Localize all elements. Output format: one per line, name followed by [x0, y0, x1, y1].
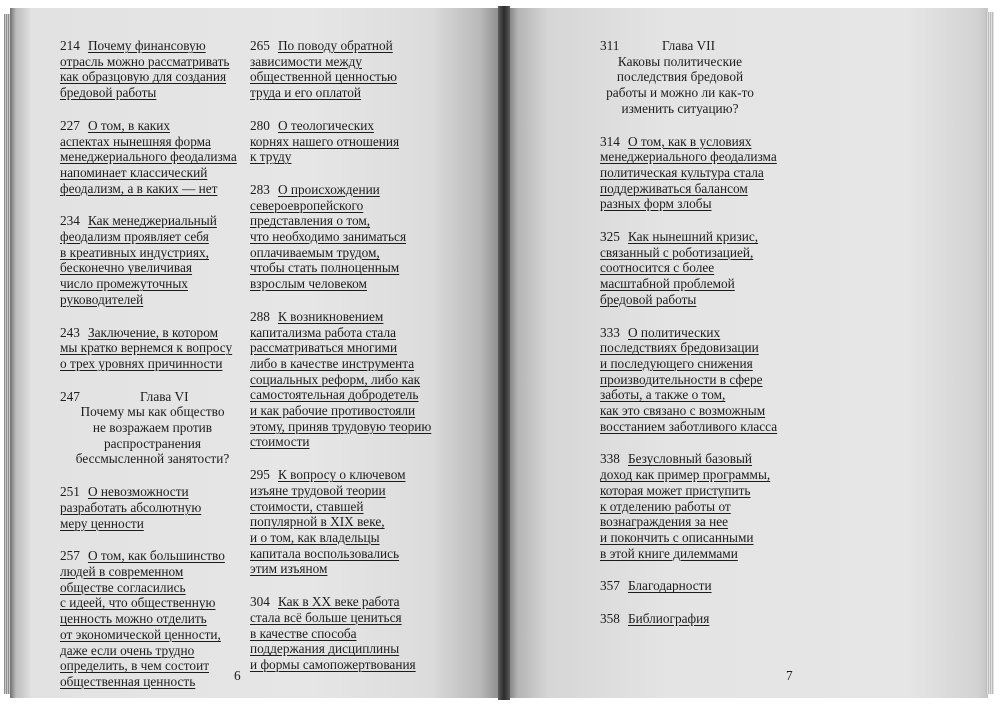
- toc-entry-text: О невозможности: [87, 484, 189, 500]
- chapter-subtitle-line: не возражаем против: [92, 420, 213, 436]
- toc-entry-text: отрасль можно рассматривать: [60, 53, 230, 69]
- toc-entry-text: как образцовую для создания: [60, 69, 227, 85]
- toc-entry-text: О том, как большинство: [87, 548, 225, 564]
- toc-entry-text: О том, в каких: [87, 117, 170, 133]
- toc-entry-text: о трех уровнях причинности: [60, 355, 223, 371]
- chapter-subtitle-line: последствия бредовой: [616, 69, 744, 85]
- toc-entry-page: 357: [600, 578, 620, 594]
- toc-entry-text: Библиография: [627, 611, 710, 627]
- toc-entry-text: и как рабочие противостояли: [250, 403, 416, 419]
- toc-entry-text: масштабной проблемой: [600, 276, 735, 292]
- toc-entry-text: в качестве способа: [250, 625, 357, 641]
- toc-entry-text: оплачиваемым трудом,: [250, 244, 380, 260]
- toc-entry: [60, 548, 245, 689]
- toc-entry-text: Как нынешний кризис,: [627, 229, 759, 245]
- toc-entry: [250, 38, 435, 101]
- toc-entry-text: меру ценности: [60, 515, 144, 531]
- toc-entries-group-1: [60, 38, 245, 372]
- toc-entry-text: аспектах нынешняя форма: [60, 133, 211, 149]
- toc-entry-text: Как в XX веке работа: [277, 594, 400, 610]
- toc-entry: [60, 213, 245, 307]
- toc-entry-text: мы кратко вернемся к вопросу: [60, 340, 233, 356]
- chapter-subtitle-line: работы и можно ли как-то: [606, 85, 754, 101]
- toc-entry-text: Благодарности: [627, 578, 712, 594]
- toc-entry-text: разработать абсолютную: [60, 499, 202, 515]
- chapter-subtitle-line: Каковы политические: [617, 53, 743, 69]
- toc-entry-text: изъяне трудовой теории: [250, 482, 386, 498]
- toc-entry-text: к отделению работы от: [600, 498, 731, 514]
- toc-entry-text: доход как пример программы,: [600, 467, 771, 483]
- toc-entry-page: 283: [250, 181, 270, 197]
- toc-entry-text: К возникновением: [277, 308, 384, 324]
- toc-entry-text: стоимости: [250, 434, 310, 450]
- toc-entry-text: менеджериального феодализма: [60, 149, 237, 165]
- toc-entry: [60, 484, 245, 531]
- toc-entry-text: По поводу обратной: [277, 38, 393, 53]
- toc-entry-text: самостоятельная добродетель: [250, 387, 419, 403]
- toc-entry-page: 227: [60, 117, 80, 133]
- toc-entry-text: социальных реформ, либо как: [250, 371, 421, 387]
- chapter-subtitle-line: бессмысленной занятости?: [75, 451, 230, 467]
- toc-entry-text: Как менеджериальный: [87, 213, 217, 229]
- toc-entry-text: в этой книге дилеммами: [600, 545, 738, 561]
- toc-entry-text: производительности в сфере: [600, 371, 763, 387]
- toc-entry-text: разных форм злобы: [600, 196, 712, 212]
- toc-entry-text: которая может приступить: [600, 482, 751, 498]
- toc-entry-text: менеджериального феодализма: [600, 149, 777, 165]
- toc-entry: [600, 451, 790, 561]
- toc-entry-text: с идеей, что общественную: [60, 595, 216, 611]
- toc-entry-text: О теологических: [277, 117, 374, 133]
- toc-entry-text: руководителей: [60, 291, 144, 307]
- toc-entry-text: капитализма работа стала: [250, 324, 396, 340]
- toc-entry-text: заботы, а также о том,: [600, 387, 726, 403]
- toc-entry-text: поддерживаться балансом: [600, 180, 748, 196]
- chapter-7-head-line: [600, 38, 790, 54]
- toc-entry-text: стала всё больше цениться: [250, 609, 402, 625]
- book-spine: [498, 6, 510, 700]
- toc-column-1: [60, 38, 245, 707]
- chapter-6-page: 247: [60, 388, 80, 404]
- toc-entry-page: 251: [60, 484, 80, 500]
- toc-entry-text: Безусловный базовый: [627, 451, 753, 467]
- toc-entry: [600, 611, 790, 627]
- chapter-6-subtitle: [60, 404, 245, 467]
- toc-entry-text: к труду: [250, 149, 292, 165]
- toc-entry-text: рассматриваться многими: [250, 340, 398, 356]
- toc-entry: [600, 578, 790, 594]
- toc-entry-text: от экономической ценности,: [60, 626, 221, 642]
- toc-entry-text: зависимости между: [250, 53, 363, 69]
- toc-entry-text: феодализм, а в каких — нет: [60, 180, 218, 196]
- toc-entry-text: бредовой работы: [60, 85, 157, 101]
- chapter-6-head-line: [60, 389, 245, 405]
- toc-entry-text: обществе согласились: [60, 579, 186, 595]
- toc-entry-text: О том, как в условиях: [627, 133, 752, 149]
- toc-entry-text: связанный с роботизацией,: [600, 244, 754, 260]
- toc-entry-text: в креативных индустриях,: [60, 244, 209, 260]
- toc-column-2: [250, 38, 435, 690]
- toc-entry-text: либо в качестве инструмента: [250, 355, 415, 371]
- right-page-edges: [986, 12, 994, 694]
- toc-entry-text: взрослым человеком: [250, 276, 367, 292]
- toc-entry-text: Почему финансовую: [87, 38, 206, 53]
- toc-entry-text: общественной ценностью: [250, 69, 397, 85]
- toc-entry-text: вознаграждения за нее: [600, 514, 729, 530]
- toc-entries-group-3: [600, 134, 790, 627]
- toc-entry-text: и последующего снижения: [600, 355, 753, 371]
- toc-entry-page: 295: [250, 467, 270, 483]
- toc-entry: [60, 325, 245, 372]
- toc-entry-text: К вопросу о ключевом: [277, 467, 406, 483]
- toc-entry: [250, 118, 435, 165]
- toc-column-3: [600, 38, 790, 644]
- toc-entry-text: бредовой работы: [600, 291, 697, 307]
- toc-entry-text: восстанием заботливого класса: [600, 418, 778, 434]
- toc-entry-page: 265: [250, 38, 270, 53]
- toc-entry-text: труда и его оплатой: [250, 85, 362, 101]
- chapter-subtitle-line: изменить ситуацию?: [621, 100, 739, 116]
- toc-entry: [600, 229, 790, 308]
- toc-entry-page: 325: [600, 229, 620, 245]
- toc-entry-text: как это связано с возможным: [600, 403, 766, 419]
- toc-entry-text: бесконечно увеличивая: [60, 260, 193, 276]
- toc-entry-text: чтобы стать полноценным: [250, 260, 400, 276]
- chapter-subtitle-line: распространения: [104, 435, 201, 451]
- toc-entry-page: 338: [600, 451, 620, 467]
- toc-entry-text: ценность можно отделить: [60, 611, 207, 627]
- toc-entry-text: О происхождении: [277, 181, 380, 197]
- toc-entry-page: 243: [60, 324, 80, 340]
- toc-entry-text: поддержания дисциплины: [250, 641, 400, 657]
- toc-entry: [60, 118, 245, 197]
- toc-entry-text: популярной в XIX веке,: [250, 514, 385, 530]
- toc-entry-text: корнях нашего отношения: [250, 133, 400, 149]
- toc-entry-text: этому, приняв трудовую теорию: [250, 418, 432, 434]
- chapter-7-title: Глава VII: [662, 38, 716, 53]
- toc-entry-page: 333: [600, 324, 620, 340]
- toc-entry-text: стоимости, ставшей: [250, 498, 364, 514]
- toc-entry-text: последствиях бредовизации: [600, 340, 759, 356]
- toc-entry-text: и о том, как владельцы: [250, 529, 380, 545]
- right-page-number: 7: [786, 668, 793, 683]
- toc-entry-text: число промежуточных: [60, 276, 188, 292]
- toc-entry-text: Заключение, в котором: [87, 324, 219, 340]
- toc-entry-text: представления о том,: [250, 213, 371, 229]
- toc-entry-text: североевропейского: [250, 197, 364, 213]
- toc-entry-page: 280: [250, 117, 270, 133]
- toc-entry: [250, 182, 435, 292]
- chapter-subtitle-line: Почему мы как общество: [80, 404, 225, 420]
- toc-entry: [600, 325, 790, 435]
- toc-entry-text: соотносится с более: [600, 260, 715, 276]
- toc-entry-text: даже если очень трудно: [60, 642, 195, 658]
- toc-entry: [600, 134, 790, 213]
- toc-entry-page: 234: [60, 213, 80, 229]
- toc-entry-text: капитала воспользовались: [250, 545, 400, 561]
- toc-entry-text: и формы самопожертвования: [250, 656, 416, 672]
- chapter-7-heading: [600, 38, 790, 117]
- toc-entry-page: 288: [250, 308, 270, 324]
- toc-entry: [250, 594, 435, 673]
- toc-entry-text: О политических: [627, 324, 721, 340]
- toc-entry-text: людей в современном: [60, 563, 184, 579]
- chapter-7-page: 311: [600, 38, 620, 53]
- toc-entry-page: 304: [250, 594, 270, 610]
- chapter-6-title: Глава VI: [140, 388, 189, 404]
- toc-entry-text: политическая культура стала: [600, 164, 764, 180]
- toc-entry-page: 257: [60, 548, 80, 564]
- left-page-number: 6: [234, 668, 241, 683]
- toc-entry-text: напоминает классический: [60, 164, 208, 180]
- toc-entry-page: 314: [600, 133, 620, 149]
- toc-entry-text: этим изъяном: [250, 561, 328, 577]
- chapter-7-subtitle: [600, 54, 760, 117]
- toc-entry-text: феодализм проявляет себя: [60, 229, 209, 245]
- toc-entry: [250, 467, 435, 577]
- toc-entry-text: определить, в чем состоит: [60, 658, 210, 674]
- chapter-6-heading: [60, 389, 245, 468]
- toc-entry: [60, 38, 245, 101]
- toc-entries-group-1b: [60, 484, 245, 689]
- toc-entry-text: и покончить с описанными: [600, 529, 754, 545]
- toc-entries-group-2: [250, 38, 435, 673]
- toc-entry-page: 214: [60, 38, 80, 53]
- toc-entry-text: что необходимо заниматься: [250, 229, 407, 245]
- toc-entry-text: общественная ценность: [60, 673, 196, 689]
- toc-entry-page: 358: [600, 611, 620, 627]
- toc-entry: [250, 309, 435, 450]
